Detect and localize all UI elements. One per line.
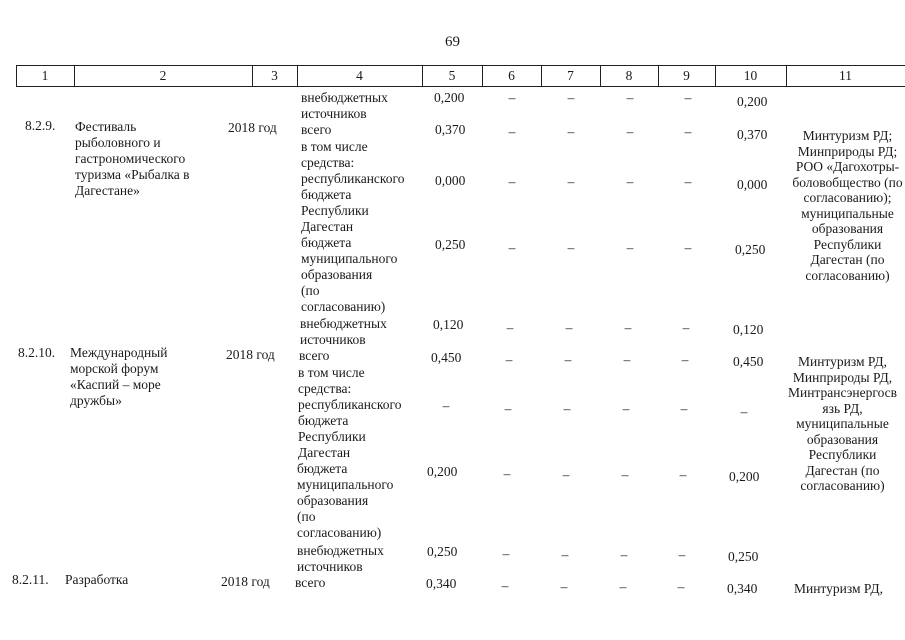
dash-col8: –: [626, 90, 634, 105]
dash-col6: –: [508, 174, 516, 189]
dash-col9: –: [684, 124, 692, 139]
header-cell-10: 10: [743, 68, 758, 83]
dash-col9: –: [677, 579, 685, 594]
dash-col7: –: [567, 174, 575, 189]
dash-col7: –: [567, 124, 575, 139]
dash-col7: –: [567, 90, 575, 105]
value-col10: 0,450: [733, 354, 764, 369]
dash-col6: –: [503, 466, 511, 481]
source-label: в том числе средства: республиканского бюджета Республики Дагестан: [301, 139, 405, 234]
value-col10: 0,200: [729, 469, 760, 484]
source-label: бюджета муниципального образования (по согласованию): [301, 235, 398, 314]
section-code: 8.2.11.: [12, 572, 49, 587]
header-cell-3: 3: [271, 68, 278, 83]
page-number: 69: [445, 34, 460, 50]
column-divider: [422, 65, 423, 86]
dash-col9: –: [678, 547, 686, 562]
header-cell-6: 6: [508, 68, 515, 83]
dash-col6: –: [508, 90, 516, 105]
dash-col7: –: [565, 320, 573, 335]
header-cell-9: 9: [683, 68, 690, 83]
dash-col8: –: [622, 401, 630, 416]
section-year: 2018 год: [226, 347, 275, 362]
dash-col8: –: [626, 174, 634, 189]
section-year: 2018 год: [228, 120, 277, 135]
source-label: всего: [299, 348, 330, 363]
header-cell-2: 2: [159, 68, 167, 83]
value-col5: 0,120: [433, 317, 464, 332]
dash-col8: –: [626, 124, 634, 139]
header-cell-1: 1: [41, 68, 49, 83]
value-col10: 0,000: [737, 177, 768, 192]
dash-col9: –: [684, 240, 692, 255]
dash-col8: –: [621, 467, 629, 482]
column-divider: [658, 65, 659, 86]
value-col5: 0,340: [426, 576, 457, 591]
dash-col9: –: [684, 174, 692, 189]
table-header: [16, 65, 905, 87]
section-code: 8.2.9.: [25, 118, 56, 133]
source-label: в том числе средства: республиканского бюджета Республики Дагестан: [298, 365, 402, 460]
column-divider: [715, 65, 716, 86]
dash-col9: –: [684, 90, 692, 105]
dash-col9: –: [680, 401, 688, 416]
header-cell-11: 11: [839, 68, 852, 83]
section-responsible: Минтуризм РД; Минприроды РД; РОО «Дагохотры- боловобщество (по согласованию); муниципальные образования Республики Дагестан (по согласованию): [792, 128, 903, 283]
dash-col7: –: [562, 467, 570, 482]
dash-col6: –: [501, 578, 509, 593]
dash-col9: –: [679, 467, 687, 482]
column-divider: [482, 65, 483, 86]
dash-col6: –: [505, 352, 513, 367]
dash-col6: –: [508, 124, 516, 139]
header-cell-4: 4: [356, 68, 363, 83]
dash-col8: –: [626, 240, 634, 255]
value-col5: –: [442, 398, 450, 413]
carry-over-col5: 0,200: [434, 90, 465, 105]
section-title: Международный морской форум «Каспий – море дружбы»: [70, 345, 168, 408]
source-label: внебюджетных источников: [300, 316, 387, 347]
column-divider: [786, 65, 787, 86]
dash-col6: –: [504, 401, 512, 416]
column-divider: [600, 65, 601, 86]
value-col5: 0,450: [431, 350, 462, 365]
column-divider: [297, 65, 298, 86]
value-col10: 0,370: [737, 127, 768, 142]
dash-col7: –: [563, 401, 571, 416]
dash-col8: –: [619, 579, 627, 594]
value-col5: 0,250: [435, 237, 466, 252]
value-col10: 0,340: [727, 581, 758, 596]
dash-col9: –: [681, 352, 689, 367]
dash-col8: –: [623, 352, 631, 367]
column-divider: [252, 65, 253, 86]
dash-col6: –: [508, 240, 516, 255]
value-col10: –: [740, 404, 748, 419]
section-year: 2018 год: [221, 574, 270, 589]
source-label: всего: [301, 122, 332, 137]
source-label: внебюджетных источников: [297, 543, 384, 574]
dash-col8: –: [620, 547, 628, 562]
value-col10: 0,250: [735, 242, 766, 257]
header-cell-5: 5: [448, 68, 456, 83]
value-col10: 0,120: [733, 322, 764, 337]
dash-col7: –: [561, 547, 569, 562]
value-col5: 0,370: [435, 122, 466, 137]
section-code: 8.2.10.: [18, 345, 56, 360]
section-title: Разработка: [65, 572, 129, 587]
section-responsible: Минтуризм РД, Минприроды РД, Минтрансэнергосв язь РД, муниципальные образования Республики Дагестан (по согласованию): [787, 354, 898, 493]
value-col10: 0,250: [728, 549, 759, 564]
dash-col7: –: [564, 352, 572, 367]
section-responsible: Минтуризм РД,: [793, 581, 884, 596]
carry-over-col10: 0,200: [737, 94, 768, 109]
value-col5: 0,250: [427, 544, 458, 559]
dash-col7: –: [567, 240, 575, 255]
header-cell-8: 8: [625, 68, 633, 83]
carry-over-source: внебюджетных источников: [301, 90, 388, 121]
value-col5: 0,200: [427, 464, 458, 479]
source-label: бюджета муниципального образования (по согласованию): [297, 461, 394, 540]
column-divider: [74, 65, 75, 86]
dash-col6: –: [502, 546, 510, 561]
dash-col9: –: [682, 320, 690, 335]
dash-col6: –: [506, 320, 514, 335]
column-divider: [16, 65, 17, 86]
header-cell-7: 7: [567, 68, 574, 83]
column-divider: [541, 65, 542, 86]
value-col5: 0,000: [435, 173, 466, 188]
dash-col8: –: [624, 320, 632, 335]
section-title: Фестиваль рыболовного и гастрономического туризма «Рыбалка в Дагестане»: [75, 119, 190, 198]
source-label: всего: [295, 575, 326, 590]
dash-col7: –: [560, 579, 568, 594]
